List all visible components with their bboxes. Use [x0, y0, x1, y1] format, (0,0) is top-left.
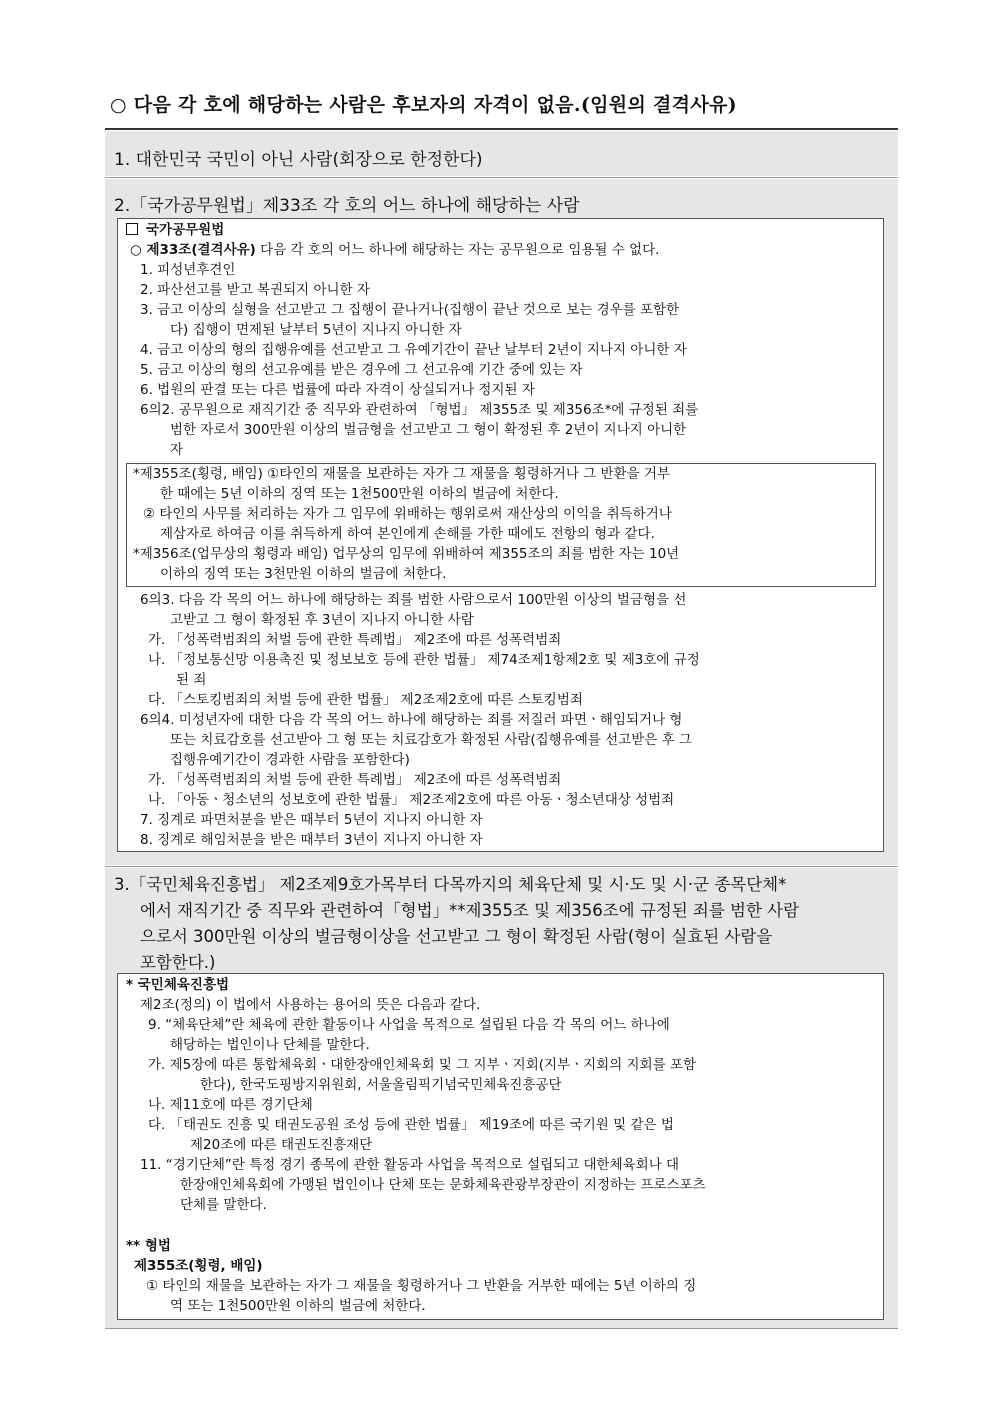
art-line: 9. “체육단체”란 체육에 관한 활동이나 사업을 목적으로 설립된 다음 각 목의 어느 하나에 — [148, 1017, 670, 1033]
art33-line: 7. 징계로 파면처분을 받은 때부터 5년이 지나지 아니한 자 — [140, 812, 483, 828]
art-line: 나. 제11호에 따른 경기단체 — [148, 1097, 313, 1113]
footnote-line: ② 타인의 사무를 처리하는 자가 그 임무에 위배하는 행위로써 재산상의 이익을 취득하거나 — [143, 506, 672, 522]
law-title: 국가공무원법 — [126, 222, 224, 238]
art-line: 11. “경기단체”란 특정 경기 종목에 관한 활동과 사업을 목적으로 설립되고 대한체육회나 대 — [140, 1157, 680, 1173]
divider-2 — [105, 866, 898, 867]
art-line: 다. 「태권도 진흥 및 태권도공원 조성 등에 관한 법률」 제19조에 따른 국기원 및 같은 법 — [148, 1117, 674, 1133]
item3-heading-line: 으로서 300만원 이상의 벌금형이상을 선고받고 그 형이 확정된 사람(형이 실효된 사람을 — [140, 927, 773, 946]
art33-line: 나. 「정보통신망 이용촉진 및 정보보호 등에 관한 법률」 제74조제1항제2호 및 제3호에 규정 — [148, 652, 700, 668]
footnote-line: *제355조(횡령, 배임) ①타인의 재물을 보관하는 자가 그 재물을 횡령하거나 그 반환을 거부 — [133, 466, 671, 482]
item1-heading: 1. 대한민국 국민이 아닌 사람(회장으로 한정한다) — [114, 150, 483, 170]
art-line: ① 타인의 재물을 보관하는 자가 그 재물을 횡령하거나 그 반환을 거부한 때에는 5년 이하의 징 — [146, 1278, 697, 1294]
law-title: * 국민체육진흥법 — [126, 977, 230, 993]
item3-heading-line: 3.「국민체육진흥법」 제2조제9호가목부터 다목까지의 체육단체 및 시·도 및 시·군 종목단체* — [114, 875, 787, 894]
art33-line: 5. 금고 이상의 형의 선고유예를 받은 경우에 그 선고유예 기간 중에 있는 자 — [140, 362, 583, 378]
footnote-line: 이하의 징역 또는 3천만원 이하의 벌금에 처한다. — [160, 566, 447, 582]
art33-line: 8. 징계로 해임처분을 받은 때부터 3년이 지나지 아니한 자 — [140, 832, 483, 848]
art33-line: 집행유예기간이 경과한 사람을 포함한다) — [170, 752, 410, 768]
art-line: 제2조(정의) 이 법에서 사용하는 용어의 뜻은 다음과 같다. — [140, 997, 481, 1013]
footnote-line: 제삼자로 하여금 이를 취득하게 하여 본인에게 손해를 가한 때에도 전항의 형과 같다. — [160, 526, 655, 542]
art-line: 해당하는 법인이나 단체를 말한다. — [170, 1037, 370, 1053]
art33-line: 가. 「성폭력범죄의 처벌 등에 관한 특례법」 제2조에 따른 성폭력범죄 — [148, 772, 562, 788]
bottom-rule — [105, 1328, 898, 1329]
art-line: 단체를 말한다. — [180, 1197, 267, 1213]
art33-line: 다) 집행이 면제된 날부터 5년이 지나지 아니한 자 — [170, 322, 462, 338]
art-line: 역 또는 1천500만원 이하의 벌금에 처한다. — [170, 1298, 426, 1314]
art33-line: 가. 「성폭력범죄의 처벌 등에 관한 특례법」 제2조에 따른 성폭력범죄 — [148, 632, 562, 648]
art33-line: 고받고 그 형이 확정된 후 3년이 지나지 아니한 사람 — [170, 612, 474, 628]
item3-heading-line: 에서 재직기간 중 직무와 관련하여「형법」**제355조 및 제356조에 규정된 죄를 범한 사람 — [140, 901, 800, 920]
article-33: ○ 제33조(결격사유) 다음 각 호의 어느 하나에 해당하는 자는 공무원으로 임용될 수 없다. — [130, 242, 660, 258]
art33-line: 6의3. 다음 각 목의 어느 하나에 해당하는 죄를 범한 사람으로서 100만원 이상의 벌금형을 선 — [140, 592, 687, 608]
page-title: ○ 다음 각 호에 해당하는 사람은 후보자의 자격이 없음.(임원의 결격사유) — [110, 94, 737, 116]
art-line: 제20조에 따른 태권도진흥재단 — [190, 1137, 373, 1153]
art33-line: 3. 금고 이상의 실형을 선고받고 그 집행이 끝나거나(집행이 끝난 것으로 보는 경우를 포함한 — [140, 302, 680, 318]
top-rule — [105, 128, 898, 130]
art-line: 가. 제5장에 따른 통합체육회ㆍ대한장애인체육회 및 그 지부ㆍ지회(지부ㆍ지회의 지회를 포함 — [148, 1057, 697, 1073]
art33-line: 4. 금고 이상의 형의 집행유예를 선고받고 그 유예기간이 끝난 날부터 2년이 지나지 아니한 자 — [140, 342, 687, 358]
item2-heading: 2.「국가공무원법」제33조 각 호의 어느 하나에 해당하는 사람 — [114, 196, 580, 216]
art33-line: 6의4. 미성년자에 대한 다음 각 목의 어느 하나에 해당하는 죄를 저질러 파면ㆍ해임되거나 형 — [140, 712, 683, 728]
checkbox-square-icon — [126, 223, 138, 235]
law-title: ** 형법 — [126, 1238, 171, 1254]
art33-line: 범한 자로서 300만원 이상의 벌금형을 선고받고 그 형이 확정된 후 2년이 지나지 아니한 — [170, 422, 687, 438]
art-line: 한다), 한국도핑방지위원회, 서울올림픽기념국민체육진흥공단 — [200, 1077, 562, 1093]
art33-line: 나. 「아동ㆍ청소년의 성보호에 관한 법률」 제2조제2호에 따른 아동ㆍ청소년대상 성범죄 — [148, 792, 675, 808]
divider-1 — [105, 177, 898, 178]
art-line: 한장애인체육회에 가맹된 법인이나 단체 또는 문화체육관광부장관이 지정하는 프로스포츠 — [180, 1177, 706, 1193]
art33-line: 1. 피성년후견인 — [140, 262, 236, 278]
art33-line: 또는 치료감호를 선고받아 그 형 또는 치료감호가 확정된 사람(집행유예를 선고받은 후 그 — [170, 732, 692, 748]
item3-heading-line: 포함한다.) — [140, 953, 216, 972]
art33-line: 된 죄 — [176, 672, 207, 688]
art33-line: 다. 「스토킹범죄의 처벌 등에 관한 법률」 제2조제2호에 따른 스토킹범죄 — [148, 692, 583, 708]
footnote-line: *제356조(업무상의 횡령과 배임) 업무상의 임무에 위배하여 제355조의 죄를 범한 자는 10년 — [133, 546, 680, 562]
art33-line: 6의2. 공무원으로 재직기간 중 직무와 관련하여 「형법」 제355조 및 제356조*에 규정된 죄를 — [140, 402, 699, 418]
art-line: 제355조(횡령, 배임) — [134, 1258, 263, 1274]
footnote-line: 한 때에는 5년 이하의 징역 또는 1천500만원 이하의 벌금에 처한다. — [160, 486, 559, 502]
art33-line: 6. 법원의 판결 또는 다른 법률에 따라 자격이 상실되거나 정지된 자 — [140, 382, 535, 398]
art33-line: 2. 파산선고를 받고 복권되지 아니한 자 — [140, 282, 370, 298]
art33-line: 자 — [170, 442, 184, 458]
